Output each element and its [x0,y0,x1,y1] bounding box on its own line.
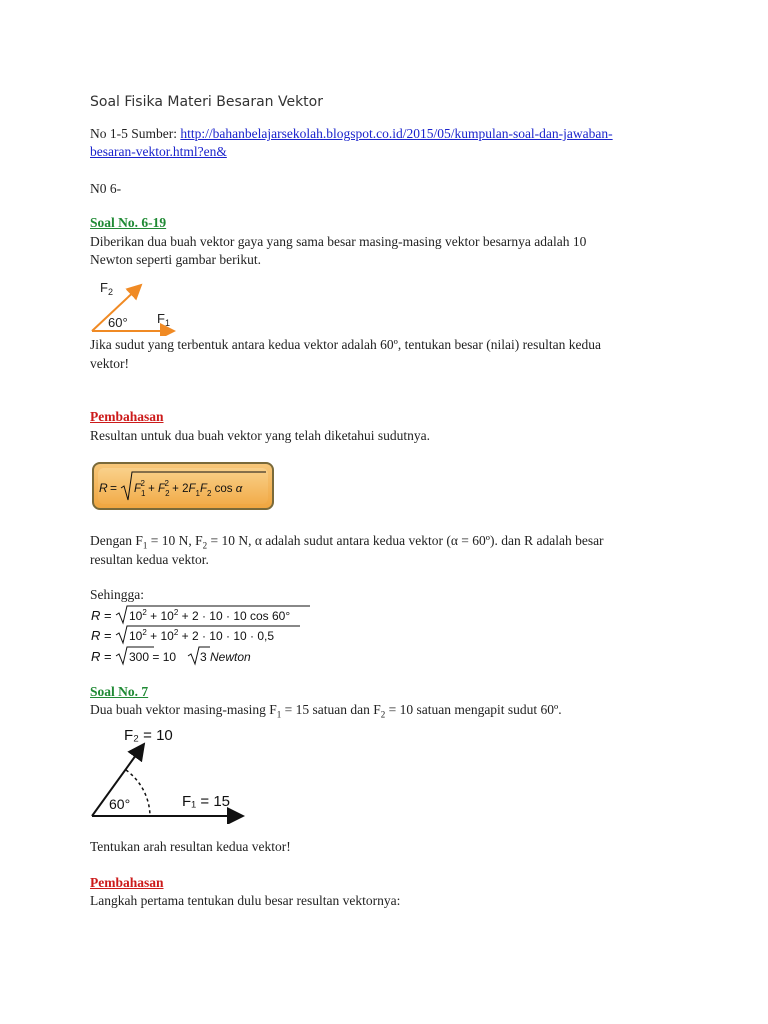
source-line [90,125,613,143]
solution7-heading: Pembahasan [90,875,164,890]
svg-text:R: R [99,481,108,495]
q6-question-line2: vektor! [90,356,129,371]
angle-60-label: 60° [109,796,131,812]
resultant-formula-box [92,462,274,510]
source-prefix: No 1-5 Sumber: [90,126,181,141]
solution7-text: Langkah pertama tentukan dulu besar resultan vektornya: [90,893,401,908]
resultant-formula [94,464,272,508]
angle-label: 60° [108,315,128,330]
source-line-2 [90,143,227,161]
no6-label: N0 6- [90,181,122,196]
svg-text:102 + 102 + 2 · 10 · 10 · 0,5: $10^2 + 10^2 + 2 \cdot 10 \cdot 10 \cdot 0,5$ [129,628,275,643]
q6-question-line1: Jika sudut yang terbentuk antara kedua vektor adalah 60º, tentukan besar (nilai) resultan kedua [90,337,602,352]
document-title: Soal Fisika Materi Besaran Vektor [90,94,323,110]
f1-label: $F_1$ [157,311,170,328]
svg-text:300 = 10: 300 = 10 [129,650,177,664]
q6-text-line1: Diberikan dua buah vektor gaya yang sama besar masing-masing vektor besarnya adalah 10 [90,234,587,249]
f1-15-label: F₁ = 15 [182,793,231,810]
given-line1: Dengan $F_1 = 10$ N, $F_2 = 10$ N, α adalah sudut antara kedua vektor (α = 60º). dan R adalah besar [90,533,604,551]
svg-text:R =: R = [91,649,112,664]
source-link-part1[interactable]: http://bahanbelajarsekolah.blogspot.co.id/2015/05/kumpulan-soal-dan-jawaban- [180,126,613,141]
svg-text:102 + 102 + 2 · 10 · 10 cos 60: $10^2 + 10^2 + 2 \cdot 10 \cdot 10$ cos 60° [129,608,291,623]
solution6-heading: Pembahasan [90,409,164,424]
source-link-part2[interactable]: besaran-vektor.html?en& [90,144,227,159]
q7-vector-figure [88,720,258,824]
svg-text:3 Newton: 3 Newton [200,650,251,664]
f2-10-label: F₂ = 10 [124,727,173,744]
calculation-steps [90,603,330,667]
q7-text: Dua buah vektor masing-masing $F_1 = 15$ satuan dan $F_2 = 10$ satuan mengapit sudut 60º. [90,702,562,720]
svg-text:=: = [110,481,118,495]
svg-text:F12 + F22 + 2F1F2 cos α: $F_12 + F_22 + 2F_1F_2$ cos α [134,479,243,498]
q6-heading: Soal No. 6-19 [90,215,167,230]
given-line2: resultan kedua vektor. [90,552,209,567]
q7-question: Tentukan arah resultan kedua vektor! [90,839,291,854]
solution6-intro: Resultan untuk dua buah vektor yang telah diketahui sudutnya. [90,428,431,443]
q7-heading: Soal No. 7 [90,684,149,699]
sehingga-label: Sehingga: [90,587,144,602]
q6-vector-figure [88,272,188,336]
f2-label: $F_2$ [100,280,113,297]
svg-text:R =: R = [91,628,112,643]
q6-text-line2: Newton seperti gambar berikut. [90,252,261,267]
svg-text:R =: R = [91,608,112,623]
